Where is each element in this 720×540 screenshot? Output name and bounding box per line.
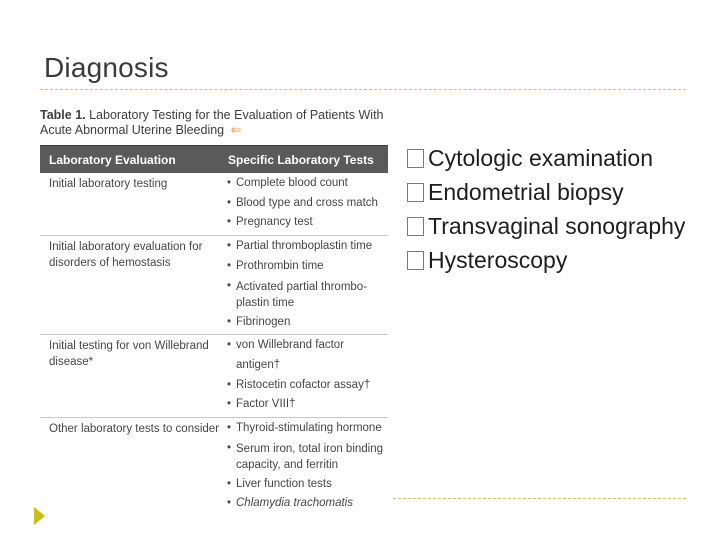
list-item: • Thyroid-stimulating hormone <box>226 422 382 435</box>
table-caption <box>40 108 388 137</box>
list-item: • von Willebrand factor antigen† <box>226 339 345 371</box>
table-header-row <box>40 145 388 173</box>
list-item: Hysteroscopy <box>407 245 697 275</box>
list-item: • Chlamydia trachomatis <box>226 497 353 510</box>
header-specific-tests: Specific Laboratory Tests <box>228 152 374 167</box>
list-item: • Ristocetin cofactor assay† <box>226 378 371 391</box>
list-item: • Prothrombin time <box>226 259 324 272</box>
list-item: • Pregnancy test <box>226 216 313 229</box>
list-item: • Complete blood count <box>226 177 348 189</box>
evaluation-cell: Initial laboratory evaluation for disorders of hemostasis <box>49 241 203 270</box>
list-item: • Factor VIII† <box>226 398 296 411</box>
list-item: • Blood type and cross match <box>226 196 378 209</box>
diagnosis-bullet-list <box>407 143 697 279</box>
table-row <box>40 335 388 418</box>
evaluation-cell: Other laboratory tests to consider <box>49 423 220 436</box>
list-item: Transvaginal sonography <box>407 211 697 241</box>
tests-cell <box>220 237 388 332</box>
table-row <box>40 236 388 335</box>
evaluation-cell: Initial laboratory testing <box>49 178 168 190</box>
checkbox-bullet-icon <box>407 183 424 202</box>
bottom-divider <box>393 498 686 499</box>
table-label: Table 1. <box>40 108 86 122</box>
checkbox-bullet-icon <box>407 149 424 168</box>
return-arrow-icon[interactable]: ⇐ <box>230 121 242 137</box>
list-item: Endometrial biopsy <box>407 177 697 207</box>
slide-title: Diagnosis <box>44 52 169 83</box>
next-slide-arrow-icon[interactable] <box>34 507 45 525</box>
tests-cell <box>220 419 388 514</box>
table-caption-text: Laboratory Testing for the Evaluation of Patients With Acute Abnormal Uterine Bleeding <box>40 108 384 137</box>
table-row <box>40 173 388 236</box>
table-row <box>40 418 388 516</box>
lab-table <box>40 145 388 516</box>
list-item: • Liver function tests <box>226 477 332 490</box>
list-item: • Fibrinogen <box>226 315 291 328</box>
tests-cell <box>220 174 388 233</box>
tests-cell <box>220 336 388 415</box>
list-item: Cytologic examination <box>407 143 697 173</box>
top-divider <box>40 89 686 90</box>
evaluation-cell: Initial testing for von Willebrand disease* <box>49 340 209 369</box>
lab-testing-table-figure <box>40 108 388 516</box>
list-item: • Activated partial thrombo-plastin time <box>226 279 368 309</box>
list-item: • Partial thromboplastin time <box>226 240 373 253</box>
checkbox-bullet-icon <box>407 217 424 236</box>
checkbox-bullet-icon <box>407 251 424 270</box>
header-laboratory-evaluation: Laboratory Evaluation <box>49 152 176 167</box>
list-item: • Serum iron, total iron binding capacity, and ferritin <box>226 441 384 471</box>
